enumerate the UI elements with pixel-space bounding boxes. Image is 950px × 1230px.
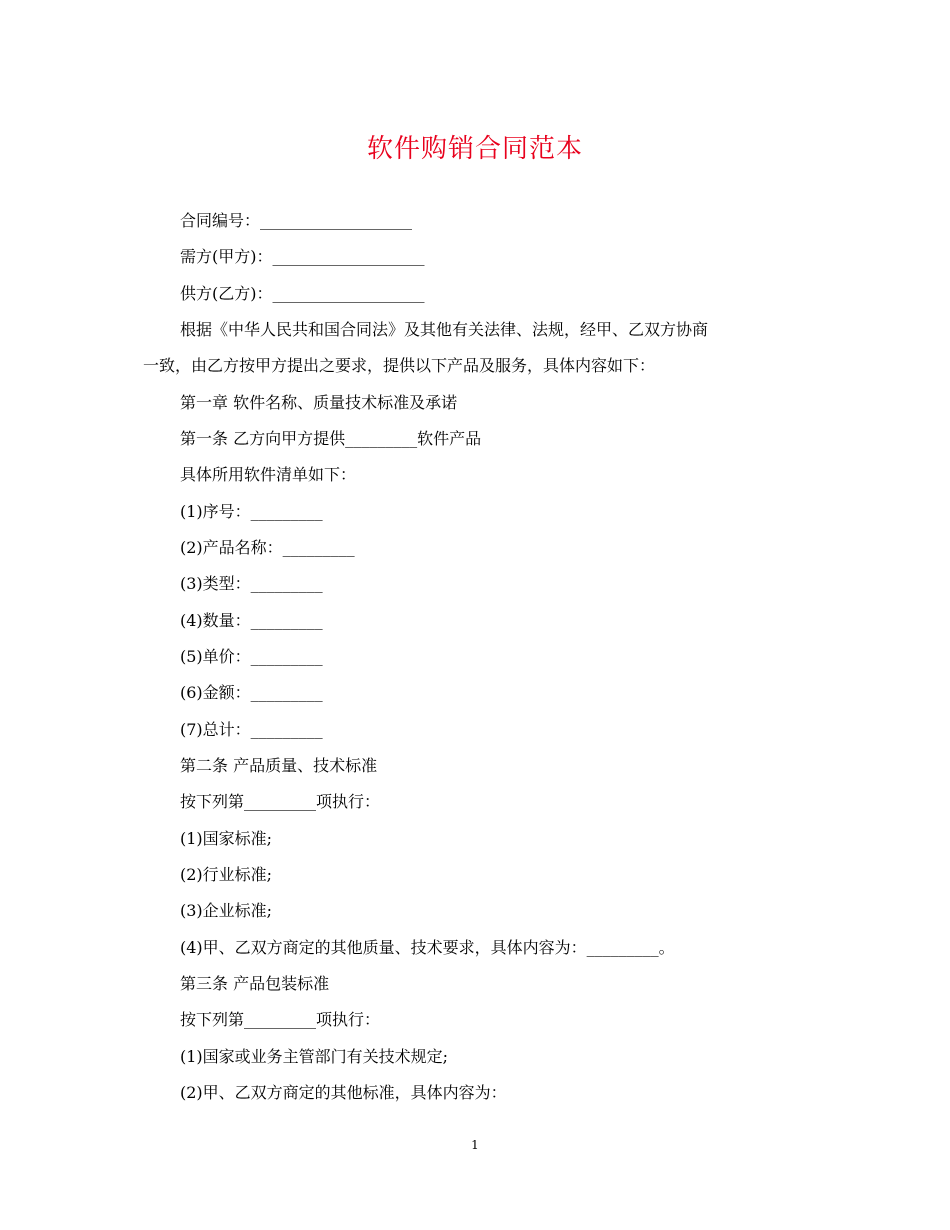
supplier-line: 供方(乙方)：___________________ <box>180 284 425 303</box>
article-2-option-line: 按下列第_________项执行： <box>180 792 381 811</box>
software-list-intro: 具体所用软件清单如下： <box>180 465 357 484</box>
document-title: 软件购销合同范本 <box>366 134 583 164</box>
list-item: (5)单价：_________ <box>180 647 323 666</box>
article-3-option-line: 按下列第_________项执行： <box>180 1010 381 1029</box>
list-item: (3)类型：_________ <box>180 574 323 593</box>
list-item: (4)甲、乙双方商定的其他质量、技术要求，具体内容为：_________。 <box>180 938 675 957</box>
list-item: (7)总计：_________ <box>180 720 323 739</box>
list-item: (2)甲、乙双方商定的其他标准，具体内容为： <box>180 1083 507 1102</box>
list-item: (2)产品名称：_________ <box>180 538 355 557</box>
list-item: (1)国家标准; <box>180 829 273 848</box>
preamble-line-2: 一致，由乙方按甲方提出之要求，提供以下产品及服务，具体内容如下： <box>143 356 656 375</box>
article-2-heading: 第二条 产品质量、技术标准 <box>180 756 378 775</box>
contract-number-line: 合同编号：___________________ <box>180 211 413 230</box>
list-item: (1)序号：_________ <box>180 502 323 521</box>
list-item: (4)数量：_________ <box>180 611 323 630</box>
buyer-line: 需方(甲方)：___________________ <box>180 247 425 266</box>
list-item: (2)行业标准; <box>180 865 273 884</box>
article-3-heading: 第三条 产品包装标准 <box>180 974 330 993</box>
list-item: (6)金额：_________ <box>180 683 323 702</box>
list-item: (1)国家或业务主管部门有关技术规定; <box>180 1047 449 1066</box>
article-1-line: 第一条 乙方向甲方提供_________软件产品 <box>180 429 482 448</box>
list-item: (3)企业标准; <box>180 901 273 920</box>
chapter-1-heading: 第一章 软件名称、质量技术标准及承诺 <box>180 393 458 412</box>
preamble-line-1: 根据《中华人民共和国合同法》及其他有关法律、法规，经甲、乙双方协商 <box>180 320 709 339</box>
page-number: 1 <box>471 1138 479 1152</box>
